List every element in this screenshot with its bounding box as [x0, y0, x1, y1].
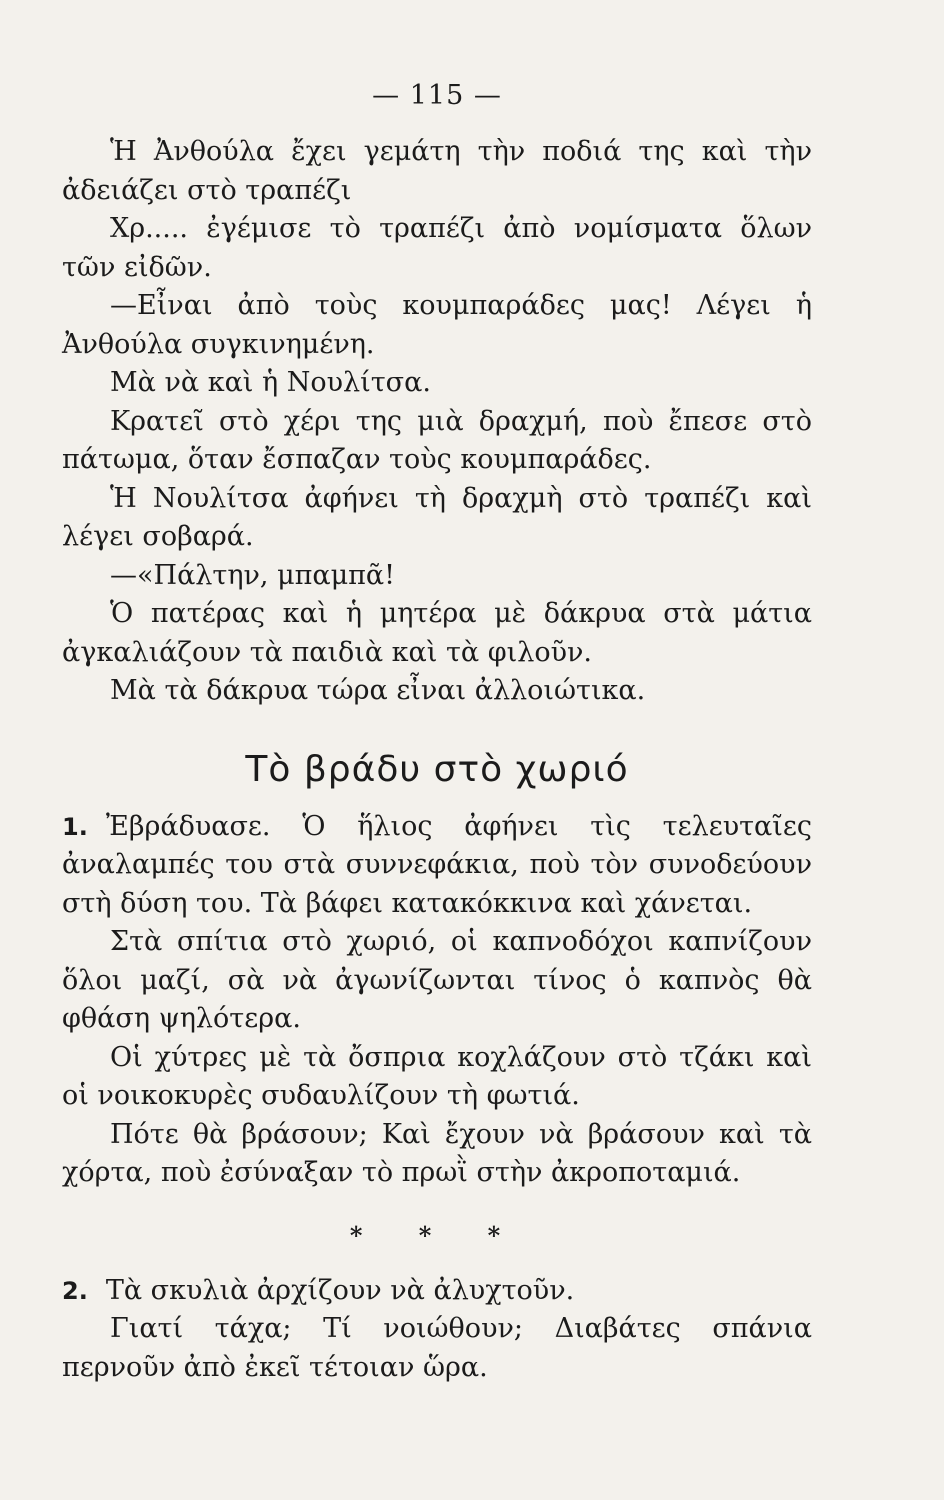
paragraph: Ἡ Ἀνθούλα ἔχει γεμάτη τὴν ποδιά της καὶ τὴν ἀδειάζει στὸ τραπέζι	[62, 136, 812, 206]
paragraph: Μὰ τὰ δάκρυα τώρα εἶναι ἀλλοιώτικα.	[110, 675, 646, 706]
section-number: 1.	[62, 812, 88, 841]
paragraph: Στὰ σπίτια στὸ χωριό, οἱ καπνοδόχοι καπνίζουν ὅλοι μαζί, σὰ νὰ ἀγωνίζωνται τίνος ὁ καπνὸς θὰ φθάση ψηλότερα.	[62, 926, 812, 1034]
page-number: — 115 —	[372, 80, 502, 111]
book-page	[62, 80, 812, 1387]
paragraph: Κρατεῖ στὸ χέρι της μιὰ δραχμή, ποὺ ἔπεσε στὸ πάτωμα, ὅταν ἔσπαζαν τοὺς κουμπαράδες.	[62, 405, 812, 475]
paragraph: Οἱ χύτρες μὲ τὰ ὄσπρια κοχλάζουν στὸ τζάκι καὶ οἱ νοικοκυρὲς συδαυλίζουν τὴ φωτιά.	[62, 1041, 812, 1111]
dialogue-line: —«Πάλτην, μπαμπᾶ!	[110, 559, 396, 591]
separator-stars: * * *	[349, 1220, 525, 1250]
paragraph: Γιατί τάχα; Τί νοιώθουν; Διαβάτες σπάνια περνοῦν ἀπὸ ἐκεῖ τέτοιαν ὥρα.	[62, 1313, 812, 1383]
section-1-first-paragraph	[62, 808, 812, 924]
section-2-text: Τὰ σκυλιὰ ἀρχίζουν νὰ ἀλυχτοῦν.	[105, 1274, 575, 1306]
dialogue-line: —Εἶναι ἀπὸ τοὺς κουμπαράδες μας! Λέγει ἡ Ἀνθούλα συγκινημένη.	[62, 290, 812, 360]
section-2-first-paragraph	[62, 1272, 812, 1311]
paragraph: Πότε θὰ βράσουν; Καὶ ἔχουν νὰ βράσουν καὶ τὰ χόρτα, ποὺ ἐσύναξαν τὸ πρωῒ στὴν ἀκροποταμιά.	[62, 1118, 812, 1188]
section-number: 2.	[62, 1276, 88, 1305]
paragraph: Μὰ νὰ καὶ ἡ Νουλίτσα.	[110, 367, 431, 398]
section-1-text: Ἐβράδυασε. Ὁ ἥλιος ἀφήνει τὶς τελευταῖες ἀναλαμπές του στὰ συννεφάκια, ποὺ τὸν συνοδεύουν στὴ δύση του. Τὰ βάφει κατακόκκινα καὶ χάνεται.	[62, 810, 812, 919]
paragraph: Ὁ πατέρας καὶ ἡ μητέρα μὲ δάκρυα στὰ μάτια ἀγκαλιάζουν τὰ παιδιὰ καὶ τὰ φιλοῦν.	[62, 598, 812, 668]
paragraph: Χρ..... ἐγέμισε τὸ τραπέζι ἀπὸ νομίσματα ὅλων τῶν εἰδῶν.	[62, 213, 812, 283]
paragraph: Ἡ Νουλίτσα ἀφήνει τὴ δραχμὴ στὸ τραπέζι καὶ λέγει σοβαρά.	[62, 482, 812, 552]
section-title: Τὸ βράδυ στὸ χωριό	[245, 748, 629, 790]
